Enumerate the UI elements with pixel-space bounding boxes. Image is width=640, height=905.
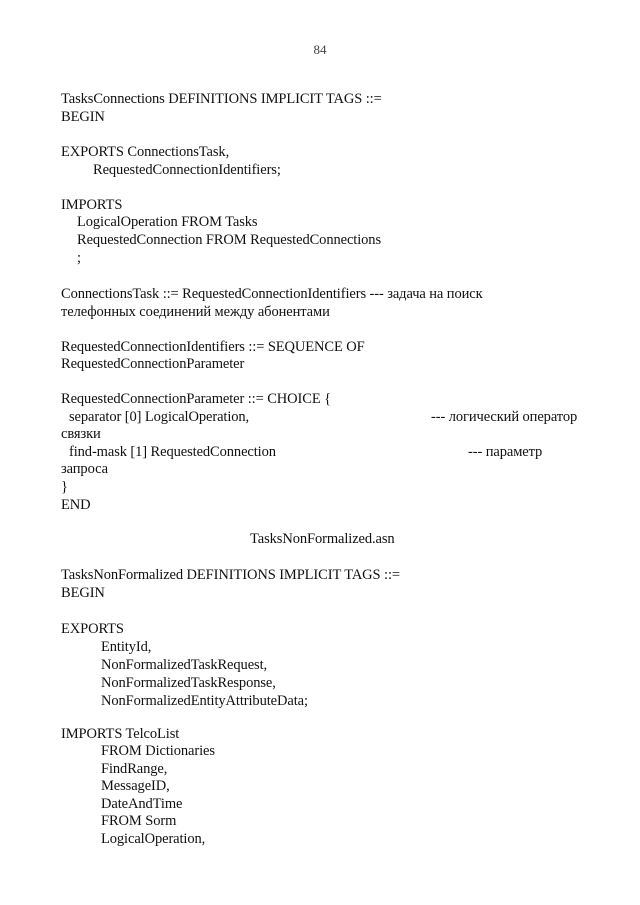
- text-line: MessageID,: [101, 778, 170, 794]
- text-line: LogicalOperation,: [101, 831, 206, 847]
- text-line: IMPORTS: [61, 197, 123, 213]
- text-line: NonFormalizedTaskRequest,: [101, 657, 268, 673]
- text-line: FindRange,: [101, 761, 168, 777]
- text-line: связки: [61, 426, 101, 442]
- text-line: TasksNonFormalized DEFINITIONS IMPLICIT TAGS ::=: [61, 567, 400, 583]
- text-line: separator [0] LogicalOperation,: [69, 409, 250, 425]
- text-line: NonFormalizedTaskResponse,: [101, 675, 276, 691]
- text-line: FROM Dictionaries: [101, 743, 215, 759]
- text-line: RequestedConnection FROM RequestedConnections: [77, 232, 381, 248]
- text-line: FROM Sorm: [101, 813, 177, 829]
- text-line: ;: [77, 250, 81, 266]
- text-line: EXPORTS ConnectionsTask,: [61, 144, 230, 160]
- text-line: запроса: [61, 461, 108, 477]
- text-line: find-mask [1] RequestedConnection: [69, 444, 276, 460]
- page-number: 84: [313, 42, 327, 57]
- text-line: EntityId,: [101, 639, 152, 655]
- text-line: TasksConnections DEFINITIONS IMPLICIT TAGS ::=: [61, 91, 382, 107]
- text-line: RequestedConnectionParameter ::= CHOICE {: [61, 391, 331, 407]
- text-line: END: [61, 497, 91, 513]
- text-line: IMPORTS TelcoList: [61, 726, 180, 742]
- text-line: --- логический оператор: [431, 409, 578, 425]
- text-line: телефонных соединений между абонентами: [61, 304, 330, 320]
- text-line: LogicalOperation FROM Tasks: [77, 214, 258, 230]
- text-line: ConnectionsTask ::= RequestedConnectionIdentifiers --- задача на поиск: [61, 286, 483, 302]
- text-line: BEGIN: [61, 585, 105, 601]
- text-line: }: [61, 479, 68, 495]
- text-line: NonFormalizedEntityAttributeData;: [101, 693, 308, 709]
- text-line: RequestedConnectionIdentifiers;: [93, 162, 281, 178]
- text-line: RequestedConnectionIdentifiers ::= SEQUENCE OF: [61, 339, 365, 355]
- text-line: DateAndTime: [101, 796, 183, 812]
- text-line: BEGIN: [61, 109, 105, 125]
- text-line: --- параметр: [468, 444, 543, 460]
- text-line: RequestedConnectionParameter: [61, 356, 245, 372]
- section-heading: TasksNonFormalized.asn: [250, 531, 395, 547]
- text-line: EXPORTS: [61, 621, 124, 637]
